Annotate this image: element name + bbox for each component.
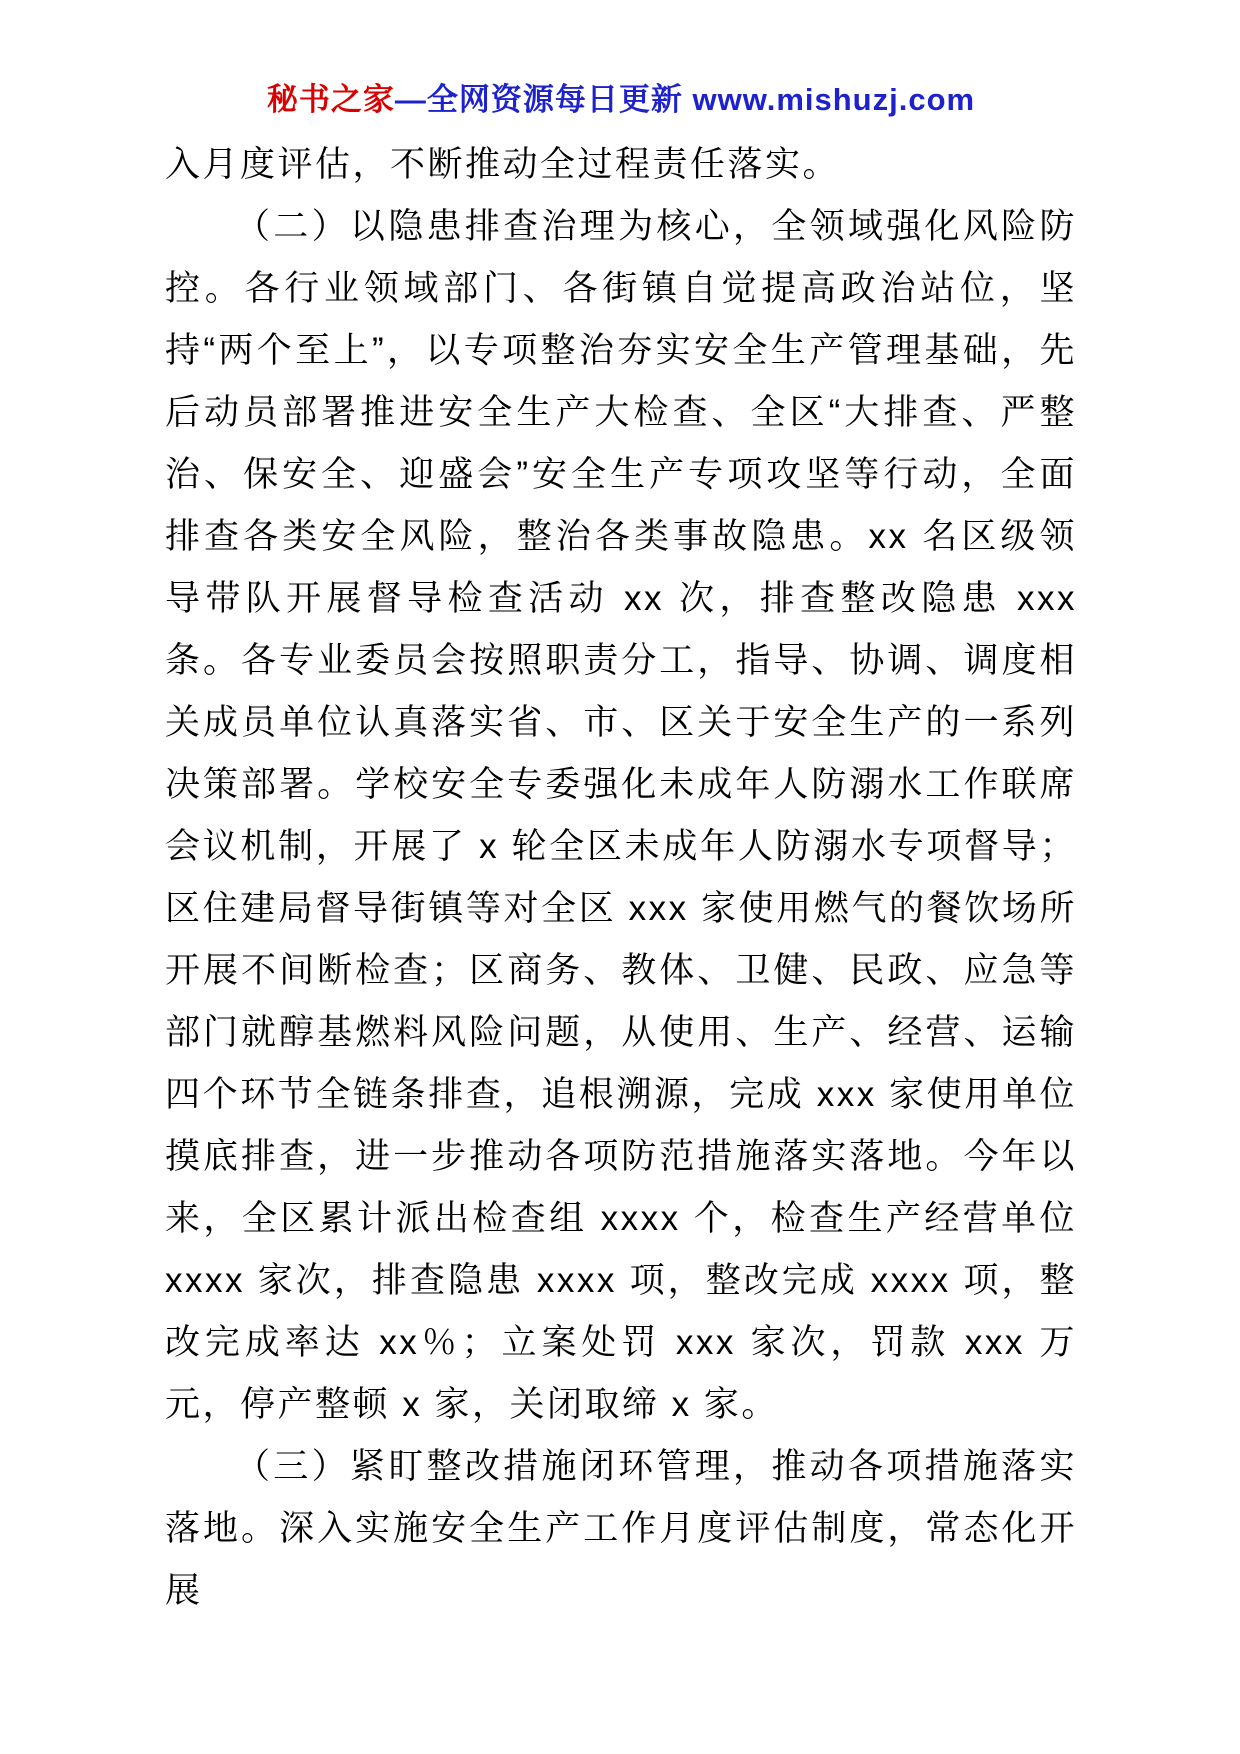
site-tagline: —全网资源每日更新 www.mishuzj.com [394, 82, 976, 117]
paragraph-continuation: 入月度评估，不断推动全过程责任落实。 [165, 145, 841, 184]
paragraph-section-two: （二）以隐患排查治理为核心，全领域强化风险防控。各行业领域部门、各街镇自觉提高政治站位，坚持“两个至上”，以专项整治夯实安全生产管理基础，先后动员部署推进安全生产大检查、全区“大排查、严整治、保安全、迎盛会”安全生产专项攻坚等行动，全面排查各类安全风险，整治各类事故隐患。xx 名区级领导带队开展督导检查活动 xx 次，排查整改隐患 xxx 条。各专业委员会按照职责分工，指导、协调、调度相关成员单位认真落实省、市、区关于安全生产的一系列决策部署。学校安全专委强化未成年人防溺水工作联席会议机制，开展了 x 轮全区未成年人防溺水专项督导；区住建局督导街镇等对全区 xxx 家使用燃气的餐饮场所开展不间断检查；区商务、教体、卫健、民政、应急等部门就醇基燃料风险问题，从使用、生产、经营、运输四个环节全链条排查，追根溯源，完成 xxx 家使用单位摸底排查，进一步推动各项防范措施落实落地。今年以来，全区累计派出检查组 xxxx 个，检查生产经营单位 xxxx 家次，排查隐患 xxxx 项，整改完成 xxxx 项，整改完成率达 xx％；立案处罚 xxx 家次，罚款 xxx 万元，停产整顿 x 家，关闭取缔 x 家。 [165, 207, 1077, 1424]
site-brand: 秘书之家 [266, 82, 395, 117]
paragraph-section-three: （三）紧盯整改措施闭环管理，推动各项措施落实落地。深入实施安全生产工作月度评估制度，常态化开展 [165, 1447, 1077, 1610]
site-header [165, 78, 1077, 122]
document-body [165, 134, 1077, 1622]
